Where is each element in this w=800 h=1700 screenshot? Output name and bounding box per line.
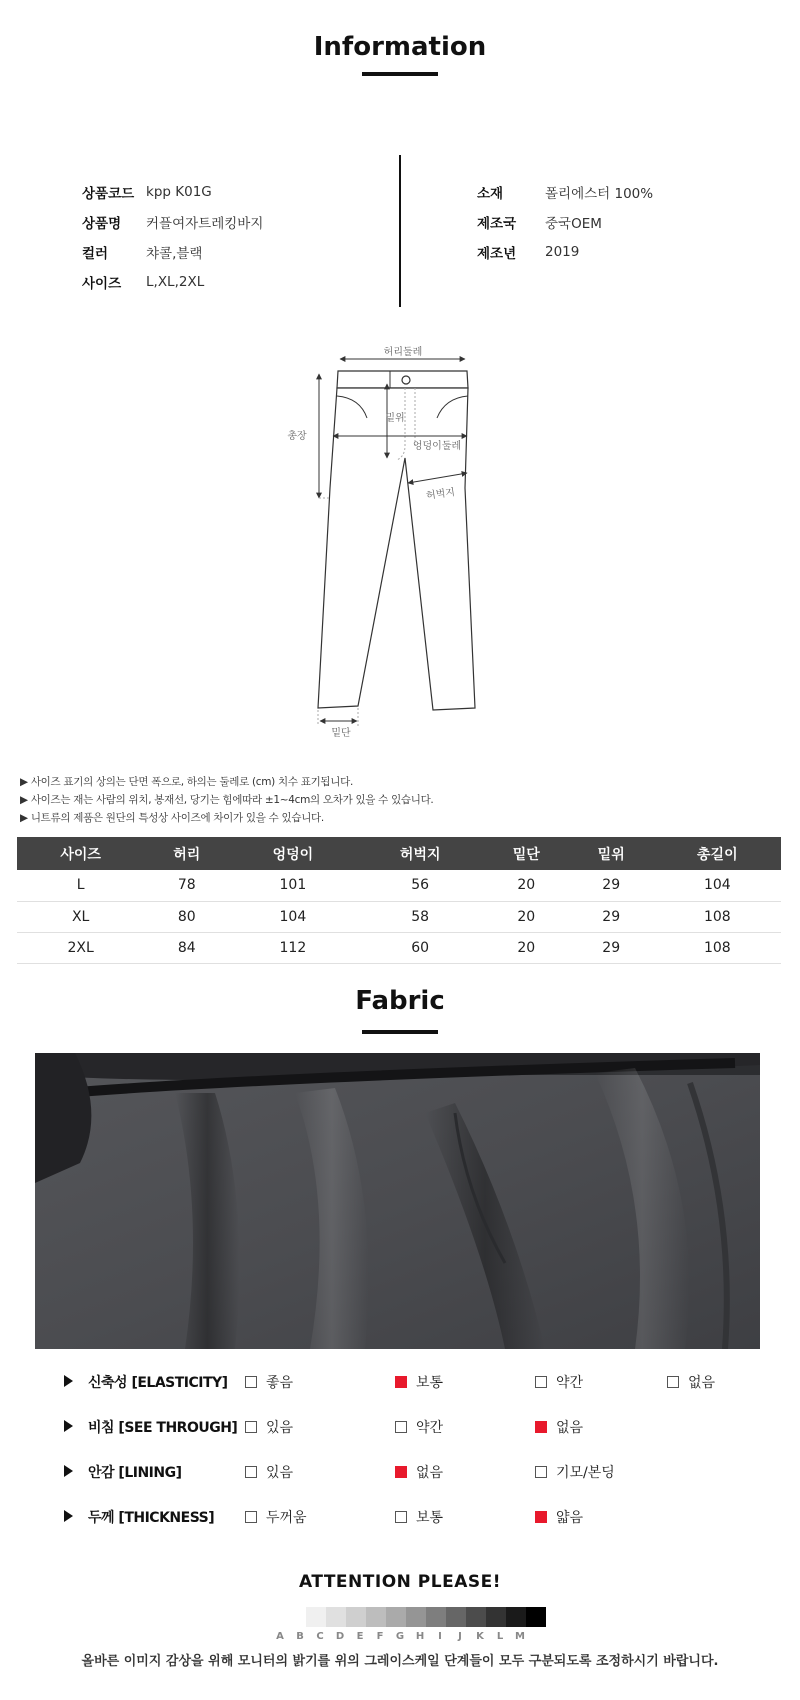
info-key: 컬러 (82, 246, 109, 262)
button (402, 376, 410, 384)
fabric-option (535, 1372, 583, 1392)
info-key: 제조국 (477, 216, 517, 232)
table-cell: 84 (144, 932, 229, 963)
info-divider (399, 155, 401, 307)
fabric-option (535, 1417, 583, 1437)
waist-label: 허리둘레 (383, 347, 423, 358)
column-header: 밑단 (484, 837, 569, 870)
info-title-underline (362, 72, 438, 76)
checkbox-checked-icon (535, 1511, 547, 1523)
info-key: 소재 (477, 186, 504, 202)
table-cell: 20 (484, 932, 569, 963)
checkbox-icon (395, 1421, 407, 1433)
info-right-column (477, 177, 653, 267)
info-row (477, 177, 653, 207)
column-header: 허벅지 (357, 837, 484, 870)
checkbox-checked-icon (395, 1376, 407, 1388)
fabric-property-label: 신축성 [ELASTICITY] (88, 1375, 228, 1391)
grayscale-bar (286, 1607, 546, 1627)
table-cell: 29 (569, 932, 654, 963)
fabric-option (535, 1462, 615, 1482)
grayscale-step (486, 1607, 506, 1627)
info-key: 제조년 (477, 246, 517, 262)
info-left-column (82, 177, 263, 297)
fabric-option (667, 1372, 715, 1392)
triangle-bullet-icon (64, 1375, 73, 1387)
fabric-texture-image (35, 1053, 760, 1349)
info-key: 사이즈 (82, 276, 122, 292)
grayscale-label: B (296, 1631, 304, 1642)
grayscale-label: J (458, 1631, 462, 1642)
info-title: Information (313, 32, 487, 62)
grayscale-label: L (496, 1631, 504, 1642)
grayscale-labels (270, 1631, 530, 1642)
fabric-option-label: 없음 (416, 1465, 444, 1481)
checkbox-icon (535, 1376, 547, 1388)
fabric-option-label: 두꺼움 (266, 1510, 307, 1526)
checkbox-icon (667, 1376, 679, 1388)
table-row (17, 870, 781, 901)
info-row (82, 267, 263, 297)
table-cell: 108 (654, 932, 781, 963)
size-table (17, 837, 781, 964)
fabric-row-thickness (60, 1495, 760, 1540)
size-note: ▶ 니트류의 제품은 원단의 특성상 사이즈에 차이가 있을 수 있습니다. (20, 812, 324, 824)
info-row (477, 207, 653, 237)
checkbox-icon (245, 1511, 257, 1523)
table-cell: 29 (569, 901, 654, 932)
grayscale-step (426, 1607, 446, 1627)
hip-label: 엉덩이둘레 (412, 441, 462, 452)
grayscale-label: A (276, 1631, 284, 1642)
fabric-property-label: 안감 [LINING] (88, 1465, 182, 1481)
column-header: 총길이 (654, 837, 781, 870)
rise-label: 밑위 (385, 413, 405, 424)
table-cell: 104 (229, 901, 356, 932)
fabric-property-label: 두께 [THICKNESS] (88, 1510, 215, 1526)
fabric-row-see-through (60, 1405, 760, 1450)
fabric-row-elasticity (60, 1360, 760, 1405)
grayscale-label: F (376, 1631, 384, 1642)
info-row (82, 177, 263, 207)
info-key: 상품명 (82, 216, 122, 232)
checkbox-icon (245, 1376, 257, 1388)
triangle-bullet-icon (64, 1465, 73, 1477)
grayscale-label: M (515, 1631, 525, 1642)
grayscale-step (386, 1607, 406, 1627)
table-cell: 104 (654, 870, 781, 901)
table-cell: 58 (357, 901, 484, 932)
info-value: 폴리에스터 100% (545, 186, 654, 202)
info-row (82, 237, 263, 267)
grayscale-step (526, 1607, 546, 1627)
grayscale-step (326, 1607, 346, 1627)
checkbox-checked-icon (535, 1421, 547, 1433)
triangle-bullet-icon (64, 1510, 73, 1522)
fabric-title-underline (362, 1030, 438, 1034)
fabric-option-label: 있음 (266, 1465, 294, 1481)
grayscale-step (446, 1607, 466, 1627)
column-header: 허리 (144, 837, 229, 870)
fabric-option (395, 1507, 443, 1527)
table-cell: XL (17, 901, 144, 932)
info-value: kpp K01G (146, 184, 212, 200)
fabric-option (395, 1462, 443, 1482)
info-row (477, 237, 653, 267)
size-table-header (17, 837, 781, 870)
fabric-properties (60, 1360, 760, 1540)
table-row (17, 901, 781, 932)
fabric-option (535, 1507, 583, 1527)
info-value: 커플여자트레킹바지 (146, 216, 264, 232)
table-cell: 56 (357, 870, 484, 901)
grayscale-step (306, 1607, 326, 1627)
info-value: L,XL,2XL (146, 274, 205, 290)
fabric-row-lining (60, 1450, 760, 1495)
info-value: 챠콜,블랙 (146, 246, 203, 262)
hem-label: 밑단 (331, 728, 351, 738)
fabric-option-label: 없음 (556, 1420, 584, 1436)
fabric-option-label: 얇음 (556, 1510, 584, 1526)
attention-title: ATTENTION PLEASE! (299, 1572, 501, 1592)
grayscale-step (366, 1607, 386, 1627)
table-cell: 78 (144, 870, 229, 901)
fabric-option (245, 1372, 293, 1392)
table-row (17, 932, 781, 963)
table-cell: 29 (569, 870, 654, 901)
table-cell: 2XL (17, 932, 144, 963)
grayscale-label: K (476, 1631, 484, 1642)
fabric-title: Fabric (355, 986, 445, 1016)
info-row (82, 207, 263, 237)
column-header: 사이즈 (17, 837, 144, 870)
fabric-option (245, 1507, 307, 1527)
grayscale-label: I (438, 1631, 442, 1642)
fabric-option-label: 약간 (556, 1375, 584, 1391)
grayscale-label: C (316, 1631, 324, 1642)
length-label: 총장 (287, 431, 307, 442)
checkbox-icon (395, 1511, 407, 1523)
column-header: 엉덩이 (229, 837, 356, 870)
fabric-option (245, 1417, 293, 1437)
fabric-property-label: 비침 [SEE THROUGH] (88, 1420, 238, 1436)
fabric-option-label: 기모/본딩 (556, 1465, 615, 1481)
checkbox-icon (535, 1466, 547, 1478)
table-cell: L (17, 870, 144, 901)
thigh-label: 허벅지 (425, 487, 456, 502)
table-cell: 108 (654, 901, 781, 932)
fabric-option (245, 1462, 293, 1482)
attention-text: 올바른 이미지 감상을 위해 모니터의 밝기를 위의 그레이스케일 단계들이 모두 구분되도록 조정하시기 바랍니다. (81, 1654, 719, 1669)
fabric-option (395, 1372, 443, 1392)
info-key: 상품코드 (82, 186, 135, 202)
fabric-option-label: 좋음 (266, 1375, 294, 1391)
grayscale-label: G (395, 1631, 405, 1642)
size-note: ▶ 사이즈 표기의 상의는 단면 폭으로, 하의는 둘레로 (cm) 치수 표기됩니다. (20, 776, 353, 788)
grayscale-step (346, 1607, 366, 1627)
fabric-option-label: 있음 (266, 1420, 294, 1436)
grayscale-step (506, 1607, 526, 1627)
info-value: 2019 (545, 244, 580, 260)
fabric-option-label: 보통 (416, 1510, 444, 1526)
grayscale-label: E (356, 1631, 364, 1642)
grayscale-step (406, 1607, 426, 1627)
checkbox-checked-icon (395, 1466, 407, 1478)
table-cell: 20 (484, 901, 569, 932)
table-cell: 60 (357, 932, 484, 963)
grayscale-label: D (335, 1631, 345, 1642)
pants-measurement-diagram (265, 338, 505, 738)
table-cell: 80 (144, 901, 229, 932)
grayscale-step (286, 1607, 306, 1627)
grayscale-label: H (415, 1631, 425, 1642)
fabric-option (395, 1417, 443, 1437)
triangle-bullet-icon (64, 1420, 73, 1432)
fabric-option-label: 없음 (688, 1375, 716, 1391)
fabric-option-label: 보통 (416, 1375, 444, 1391)
size-notes (20, 773, 433, 827)
info-value: 중국OEM (545, 216, 602, 232)
size-note: ▶ 사이즈는 재는 사람의 위치, 봉재선, 당기는 힘에따라 ±1~4cm의 오차가 있을 수 있습니다. (20, 794, 434, 806)
table-cell: 101 (229, 870, 356, 901)
fabric-option-label: 약간 (416, 1420, 444, 1436)
checkbox-icon (245, 1466, 257, 1478)
table-cell: 20 (484, 870, 569, 901)
fabric-closeup-photo (35, 1053, 760, 1349)
column-header: 밑위 (569, 837, 654, 870)
table-cell: 112 (229, 932, 356, 963)
checkbox-icon (245, 1421, 257, 1433)
grayscale-step (466, 1607, 486, 1627)
